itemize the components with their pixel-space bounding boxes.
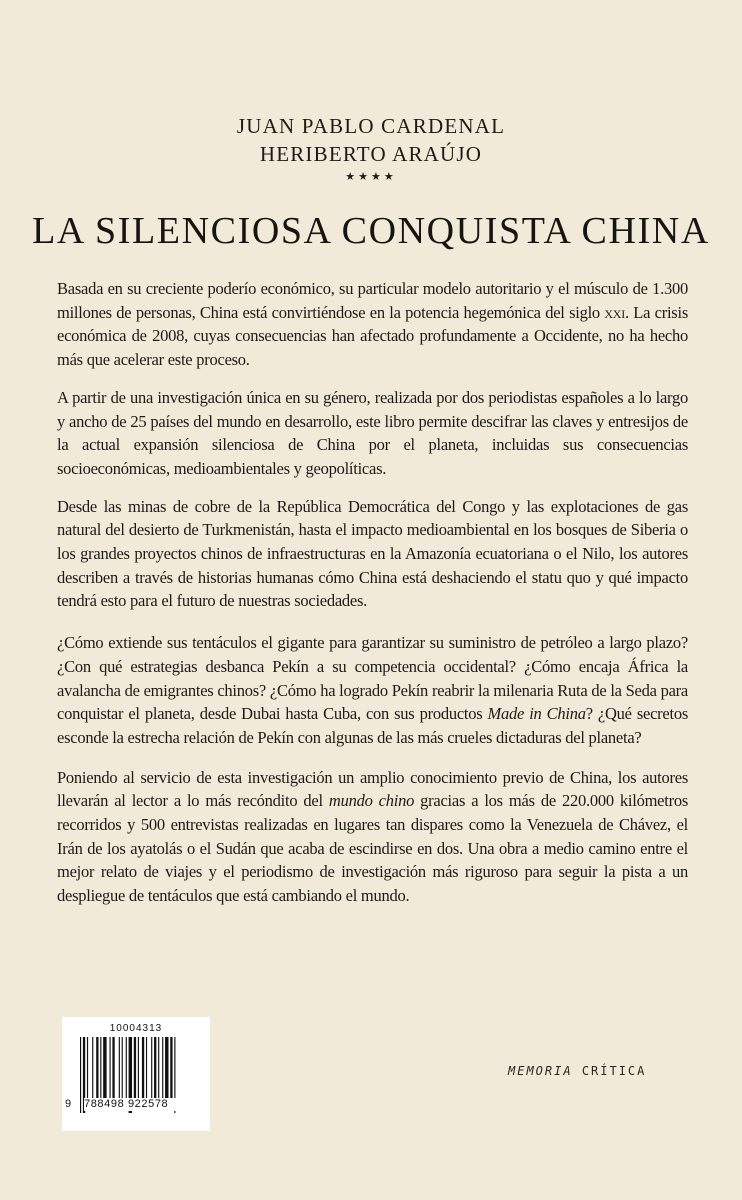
barcode-bar	[154, 1037, 156, 1099]
barcode-bar	[146, 1037, 147, 1099]
barcode-bar	[80, 1037, 81, 1113]
publisher-imprint: MEMORIA	[508, 1064, 573, 1078]
barcode-bar	[92, 1037, 93, 1099]
barcode-bar	[170, 1037, 172, 1099]
back-cover-blurb	[57, 277, 688, 922]
author-name: HERIBERTO ARAÚJO	[259, 142, 483, 166]
barcode-bar	[103, 1037, 106, 1099]
publisher-name: CRÍTICA	[581, 1064, 647, 1078]
publisher-logo	[508, 1064, 646, 1078]
barcode-bar	[119, 1037, 120, 1099]
barcode-bar	[142, 1037, 144, 1099]
author-names	[0, 112, 742, 168]
isbn-digits: 788498 922578	[84, 1098, 204, 1111]
century-numeral: xxi	[604, 302, 625, 322]
italic-phrase: mundo chino	[328, 791, 415, 811]
barcode-bar	[138, 1037, 139, 1099]
barcode-bar	[151, 1037, 152, 1099]
book-title: LA SILENCIOSA CONQUISTA CHINA	[32, 210, 710, 252]
blurb-paragraph: Poniendo al servicio de esta investigación un amplio conocimiento previo de China, los autores llevarán al lector a lo más recóndito del mundo chino gracias a los más de 220.000 kilómetros recorridos y 500 entrevistas realizadas en lugares tan dispares como la Venezuela de Chávez, el Irán de los ayatolás o el Sudán que acaba de escindirse en dos. Una obra a medio camino entre el mejor relato de viajes y el periodismo de investigación más riguroso para seguir la pista a un despliegue de tentáculos que está cambiando el mundo.	[57, 767, 689, 906]
barcode-bar	[165, 1037, 168, 1099]
star-ornament-icon: ★★★★	[345, 171, 397, 183]
isbn-barcode	[62, 1017, 210, 1131]
isbn-prefix: 9	[65, 1098, 72, 1110]
blurb-paragraph: A partir de una investigación única en su género, realizada por dos periodistas españoles a lo largo y ancho de 25 países del mundo en desarrollo, este libro permite descifrar las claves y entresijos de la actual expansión silenciosa de China por el planeta, incluidas sus consecuencias socioeconómicas, medioambientales y geopolíticas.	[57, 387, 688, 478]
blurb-paragraph: ¿Cómo extiende sus tentáculos el gigante para garantizar su suministro de petróleo a largo plazo? ¿Con qué estrategias desbanca Pekín a su competencia occidental? ¿Cómo encaja África la avalancha de emigrantes chinos? ¿Cómo ha logrado Pekín reabrir la milenaria Ruta de la Seda para conquistar el planeta, desde Dubai hasta Cuba, con sus productos Made in China? ¿Qué secretos esconde la estrecha relación de Pekín con algunas de las más crueles dictaduras del planeta?	[57, 633, 689, 747]
barcode-bar	[112, 1037, 114, 1099]
barcode-bar	[122, 1037, 123, 1099]
barcode-bar	[134, 1037, 136, 1099]
barcode-bar	[110, 1037, 111, 1099]
barcode-bar	[100, 1037, 101, 1099]
internal-code: 10004313	[109, 1023, 163, 1034]
author-name: JUAN PABLO CARDENAL	[236, 114, 506, 138]
barcode-bar	[126, 1037, 127, 1099]
barcode-bar	[162, 1037, 163, 1099]
barcode-bar	[158, 1037, 159, 1099]
italic-phrase: Made in China	[487, 704, 586, 724]
barcode-bar	[96, 1037, 98, 1099]
blurb-paragraph: Desde las minas de cobre de la República Democrática del Congo y las explotaciones de gas natural del desierto de Turkmenistán, hasta el impacto medioambiental en los bosques de Siberia o los grandes proyectos chinos de infraestructuras en la Amazonía ecuatoriana o el Nilo, los autores describen a través de historias humanas cómo China está deshaciendo el statu quo y qué impacto tendrá esto para el futuro de nuestras sociedades.	[57, 496, 688, 611]
blurb-paragraph: Basada en su creciente poderío económico, su particular modelo autoritario y el músculo de 1.300 millones de personas, China está convirtiéndose en la potencia hegemónica del siglo xxi. La crisis económica de 2008, cuyas consecuencias han afectado profundamente a Occidente, no ha hecho más que acelerar este proceso.	[57, 279, 688, 370]
barcode-bar	[87, 1037, 88, 1099]
